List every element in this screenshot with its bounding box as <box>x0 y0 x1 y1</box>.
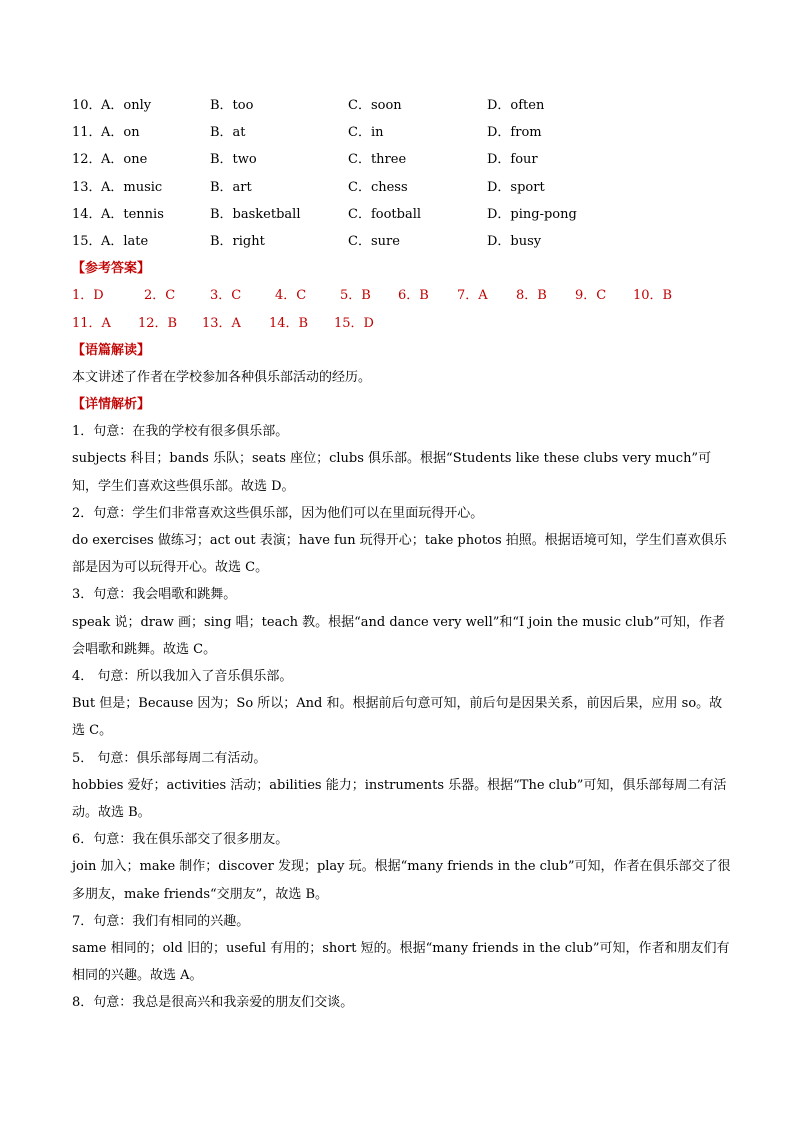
detail-question: 5． 句意：俱乐部每周二有活动。 <box>72 750 267 766</box>
answer-row-1 <box>72 282 732 309</box>
answer-row-2 <box>72 310 732 337</box>
detail-explanation: But 但是；Because 因为；So 所以；And 和。根据前后句意可知，前后句是因果关系，前因后果，应用 so。故选 C。 <box>72 696 723 739</box>
option-d: D．from <box>487 125 542 141</box>
answer-14: 14．B <box>269 315 309 331</box>
detail-question: 7．句意：我们有相同的兴趣。 <box>72 913 250 929</box>
option-b: B．right <box>210 233 265 249</box>
option-a: A．late <box>101 233 149 249</box>
option-d: D．four <box>487 152 538 168</box>
option-row-11 <box>72 119 732 146</box>
option-b: B．two <box>210 152 257 168</box>
detail-question: 6．句意：我在俱乐部交了很多朋友。 <box>72 832 289 848</box>
answer-2: 2．C <box>144 288 176 304</box>
option-a: A．one <box>101 152 148 168</box>
answer-3: 3．C <box>210 288 242 304</box>
option-c: C．three <box>348 152 407 168</box>
option-c: C．football <box>348 206 422 222</box>
option-a: A．music <box>101 179 163 195</box>
options-list <box>72 92 732 255</box>
answer-10: 10．B <box>633 288 673 304</box>
question-number: 12． <box>72 152 102 168</box>
detail-question: 3．句意：我会唱歌和跳舞。 <box>72 587 237 603</box>
answer-9: 9．C <box>575 288 607 304</box>
passage-heading: 【语篇解读】 <box>72 342 151 358</box>
answer-6: 6．B <box>398 288 429 304</box>
option-a: A．on <box>101 125 140 141</box>
detail-explanation: hobbies 爱好；activities 活动；abilities 能力；instruments 乐器。根据“The club”可知，俱乐部每周二有活动。故选 B。 <box>72 777 727 821</box>
option-d: D．often <box>487 98 545 113</box>
detail-explanation: do exercises 做练习；act out 表演；have fun 玩得开心；take photos 拍照。根据语境可知，学生们喜欢俱乐部是因为可以玩得开心。故选 C。 <box>72 533 727 576</box>
option-a: A．tennis <box>101 206 164 222</box>
detail-question: 8．句意：我总是很高兴和我亲爱的朋友们交谈。 <box>72 995 354 1011</box>
detail-question: 1．句意：在我的学校有很多俱乐部。 <box>72 424 289 440</box>
question-number: 13． <box>72 179 102 195</box>
detail-explanation: subjects 科目；bands 乐队；seats 座位；clubs 俱乐部。根据“Students like these clubs very much”可知，学生们喜欢这些俱乐部。故选 D。 <box>72 451 712 494</box>
detail-heading: 【详情解析】 <box>72 397 151 413</box>
detail-question: 4． 句意：所以我加入了音乐俱乐部。 <box>72 669 293 685</box>
passage-summary: 本文讲述了作者在学校参加各种俱乐部活动的经历。 <box>72 369 372 385</box>
detail-explanation: speak 说；draw 画；sing 唱；teach 教。根据“and dance very well”和“I join the music club”可知，作者会唱歌和跳舞。故选 C。 <box>72 614 725 657</box>
option-d: D．busy <box>487 233 542 249</box>
option-b: B．too <box>210 98 254 113</box>
answer-4: 4．C <box>275 288 307 304</box>
question-number: 15． <box>72 233 102 249</box>
option-row-14 <box>72 201 732 228</box>
option-c: C．chess <box>348 179 408 195</box>
option-row-15 <box>72 228 732 255</box>
document-page <box>72 92 732 1017</box>
answer-1: 1．D <box>72 288 104 304</box>
option-d: D．sport <box>487 179 545 195</box>
question-number: 11． <box>72 125 102 141</box>
option-row-13 <box>72 174 732 201</box>
answer-heading: 【参考答案】 <box>72 261 151 277</box>
option-b: B．at <box>210 125 246 141</box>
answer-12: 12．B <box>138 315 178 331</box>
option-b: B．art <box>210 179 252 195</box>
option-row-10 <box>72 92 732 119</box>
detail-question: 2．句意：学生们非常喜欢这些俱乐部，因为他们可以在里面玩得开心。 <box>72 505 484 521</box>
option-d: D．ping-pong <box>487 206 577 222</box>
question-number: 14． <box>72 206 102 222</box>
option-c: C．in <box>348 125 384 141</box>
option-b: B．basketball <box>210 206 301 222</box>
detail-explanation: join 加入；make 制作；discover 发现；play 玩。根据“many friends in the club”可知，作者在俱乐部交了很多朋友，make friends“交朋友”，故选 B。 <box>72 859 731 902</box>
answer-5: 5．B <box>340 288 371 304</box>
answer-8: 8．B <box>516 288 547 304</box>
answer-7: 7．A <box>457 288 488 304</box>
answer-11: 11．A <box>72 315 111 331</box>
answer-13: 13．A <box>202 315 241 331</box>
option-a: A．only <box>101 98 152 113</box>
detail-list <box>72 418 732 1016</box>
option-c: C．soon <box>348 98 402 113</box>
answer-15: 15．D <box>334 315 374 331</box>
detail-explanation: same 相同的；old 旧的；useful 有用的；short 短的。根据“many friends in the club”可知，作者和朋友们有相同的兴趣。故选 A。 <box>72 941 730 984</box>
option-c: C．sure <box>348 233 400 249</box>
question-number: 10． <box>72 98 102 113</box>
option-row-12 <box>72 146 732 173</box>
